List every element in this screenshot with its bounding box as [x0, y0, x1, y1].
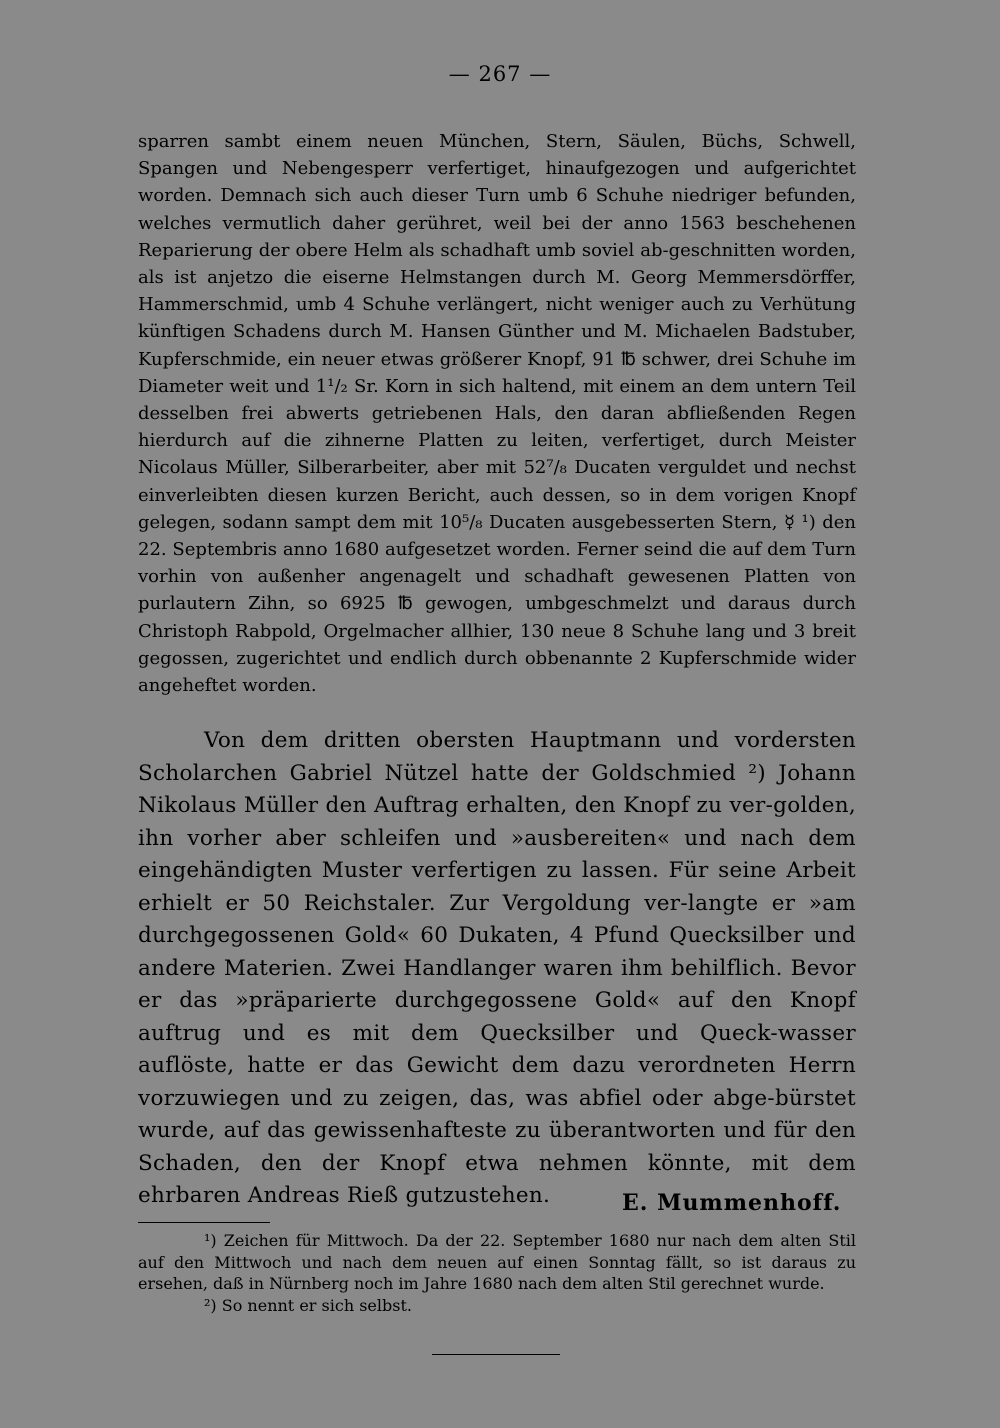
end-divider: [432, 1354, 560, 1355]
page-number: — 267 —: [448, 62, 552, 86]
quoted-report-paragraph: sparren sambt einem neuen München, Stern, Säulen, Büchs, Schwell, Spangen und Nebengesperr verfertiget, hinaufgezogen und aufgerichtet worden. Demnach sich auch dieser Turn umb 6 Schuhe niedriger befunden, welches vermutlich daher gerühret, weil bei der anno 1563 beschehenen Reparierung der obere Helm als schadhaft umb soviel ab-geschnitten worden, als ist anjetzo die eiserne Helmstangen durch M. Georg Memmersdörffer, Hammerschmid, umb 4 Schuhe verlängert, nicht weniger auch zu Verhütung künftigen Schadens durch M. Hansen Günther und M. Michaelen Badstuber, Kupferschmide, ein neuer etwas größerer Knopf, 91 ℔ schwer, drei Schuhe im Diameter weit und 1¹/₂ Sr. Korn in sich haltend, mit einem an dem untern Teil desselben frei abwerts getriebenen Hals, den daran abfließenden Regen hierdurch auf die zihnerne Platten zu leiten, verfertiget, durch Meister Nicolaus Müller, Silberarbeiter, aber mit 52⁷/₈ Ducaten verguldet und nechst einverleibten diesen kurzen Bericht, auch dessen, so in dem vorigen Knopf gelegen, sodann sampt dem mit 10⁵/₈ Ducaten ausgebesserten Stern, ☿ ¹) den 22. Septembris anno 1680 aufgesetzet worden. Ferner seind die auf dem Turn vorhin von außenher angenagelt und schadhaft gewesenen Platten von purlautern Zihn, so 6925 ℔ gewogen, umbgeschmelzt und daraus durch Christoph Rabpold, Orgelmacher allhier, 130 neue 8 Schuhe lang und 3 breit gegossen, zugerichtet und endlich durch obbenannte 2 Kupferschmide wider angeheftet worden.: [138, 131, 856, 697]
footnote-divider: [138, 1222, 270, 1223]
footnotes: [138, 1230, 856, 1316]
author-signature: E. Mummenhoff.: [622, 1190, 842, 1216]
footnote-1: ¹) Zeichen für Mittwoch. Da der 22. September 1680 nur nach dem alten Stil auf den Mittwoch und nach dem neuen auf einen Sonntag fällt, so ist daraus zu ersehen, daß in Nürnberg noch im Jahre 1680 nach dem alten Stil gerechnet wurde.: [138, 1231, 856, 1293]
footnote-2: ²) So nennt er sich selbst.: [204, 1295, 412, 1315]
body-paragraph: Von dem dritten obersten Hauptmann und vordersten Scholarchen Gabriel Nützel hatte der Goldschmied ²) Johann Nikolaus Müller den Auftrag erhalten, den Knopf zu ver-golden, ihn vorher aber schleifen und »ausbereiten« und nach dem eingehändigten Muster verfertigen zu lassen. Für seine Arbeit erhielt er 50 Reichstaler. Zur Vergoldung ver-langte er »am durchgegossenen Gold« 60 Dukaten, 4 Pfund Quecksilber und andere Materien. Zwei Handlanger waren ihm behilflich. Bevor er das »präparierte durchgegossene Gold« auf den Knopf auftrug und es mit dem Quecksilber und Queck-wasser auflöste, hatte er das Gewicht dem dazu verordneten Herrn vorzuwiegen und zu zeigen, das, was abfiel oder abge-bürstet wurde, auf das gewissenhafteste zu überantworten und für den Schaden, den der Knopf etwa nehmen könnte, mit dem ehrbaren Andreas Rieß gutzustehen.: [138, 728, 856, 1208]
